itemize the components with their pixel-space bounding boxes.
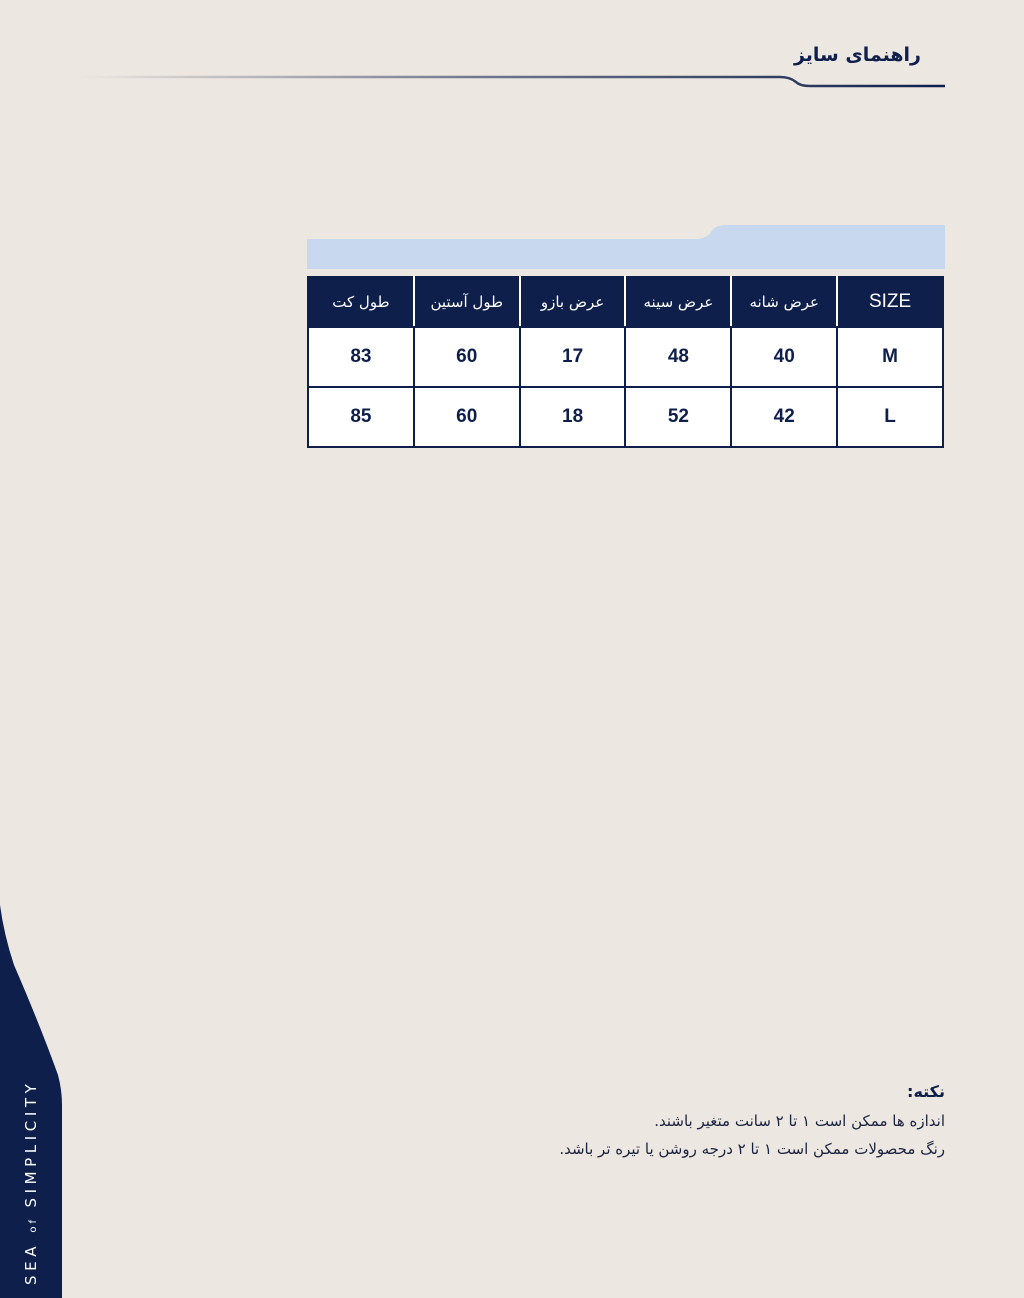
header-size: SIZE xyxy=(837,277,943,327)
cell-shoulder-width: 40 xyxy=(731,327,837,387)
note-title: نکته: xyxy=(907,1082,945,1101)
brand-word-simplicity: SIMPLICITY xyxy=(22,1079,40,1208)
table-header-band xyxy=(307,225,945,269)
size-table xyxy=(307,276,944,448)
cell-shoulder-width: 42 xyxy=(731,387,837,447)
cell-arm-width: 17 xyxy=(520,327,626,387)
header-jacket-length: طول کت xyxy=(308,277,414,327)
brand-word-sea: SEA xyxy=(22,1241,40,1285)
page-title: راهنمای سایز xyxy=(793,44,921,66)
header-chest-width: عرض سینه xyxy=(625,277,731,327)
table-row xyxy=(308,387,943,447)
note-line: اندازه ها ممکن است ۱ تا ۲ سانت متغیر باشند. xyxy=(654,1112,945,1130)
cell-jacket-length: 83 xyxy=(308,327,414,387)
cell-arm-width: 18 xyxy=(520,387,626,447)
size-chart xyxy=(307,225,945,448)
cell-size: L xyxy=(837,387,943,447)
cell-chest-width: 52 xyxy=(625,387,731,447)
title-underline xyxy=(80,70,946,92)
header-arm-width: عرض بازو xyxy=(520,277,626,327)
note-line: رنگ محصولات ممکن است ۱ تا ۲ درجه روشن یا تیره تر باشد. xyxy=(559,1140,945,1158)
header-shoulder-width: عرض شانه xyxy=(731,277,837,327)
note-section xyxy=(559,1082,945,1163)
table-header-row xyxy=(308,277,943,327)
cell-sleeve-length: 60 xyxy=(414,387,520,447)
header-sleeve-length: طول آستین xyxy=(414,277,520,327)
brand-wordmark xyxy=(16,1030,46,1285)
cell-size: M xyxy=(837,327,943,387)
cell-sleeve-length: 60 xyxy=(414,327,520,387)
cell-jacket-length: 85 xyxy=(308,387,414,447)
cell-chest-width: 48 xyxy=(625,327,731,387)
brand-word-of: of xyxy=(28,1216,39,1233)
table-row xyxy=(308,327,943,387)
